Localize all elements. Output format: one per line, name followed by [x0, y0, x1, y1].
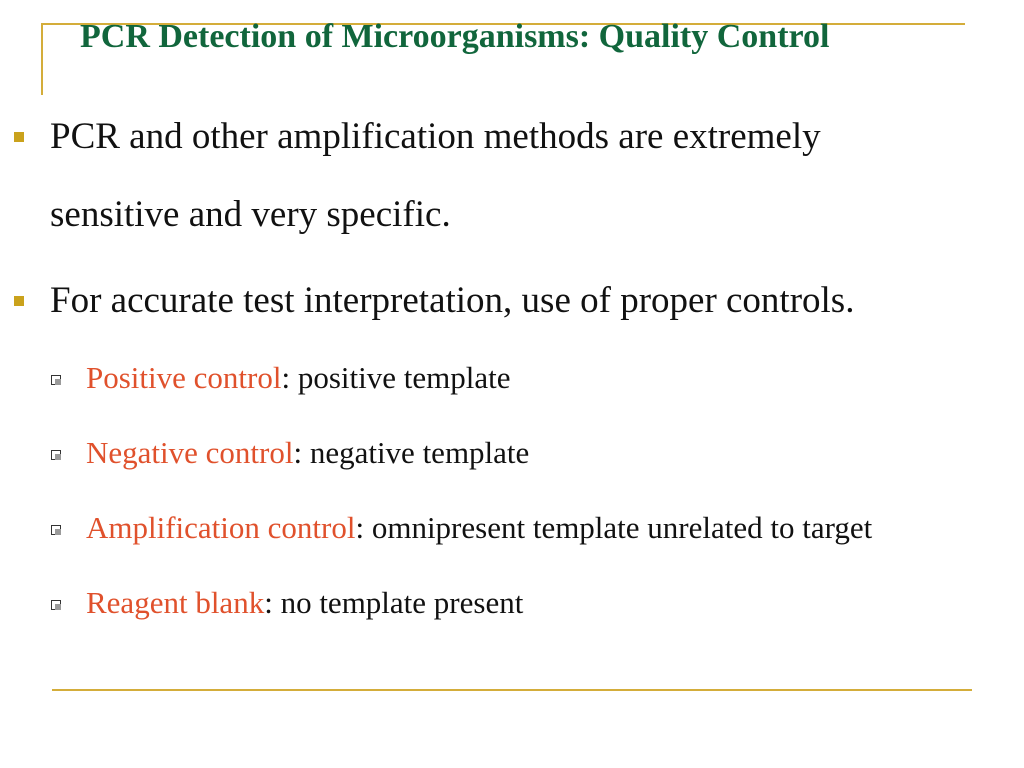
sub-bullet-term: Positive control	[86, 360, 282, 395]
sub-bullet-positive-control	[86, 360, 510, 396]
sub-bullet-negative-control	[86, 435, 529, 471]
bottom-divider-line	[52, 689, 972, 691]
bullet-2-line-1: For accurate test interpretation, use of proper controls.	[50, 280, 855, 321]
sub-bullet-description: : negative template	[293, 435, 530, 470]
hollow-box-bullet-icon	[51, 525, 61, 535]
bullet-1-line-1: PCR and other amplification methods are extremely	[50, 116, 821, 157]
hollow-box-bullet-icon	[51, 375, 61, 385]
sub-bullet-reagent-blank	[86, 585, 523, 621]
sub-bullet-term: Reagent blank	[86, 585, 265, 620]
sub-bullet-amplification-control	[86, 510, 872, 546]
title-frame-left-line	[41, 23, 43, 95]
filled-square-bullet-icon	[14, 132, 24, 142]
sub-bullet-term: Amplification control	[86, 510, 356, 545]
bullet-1-line-2: sensitive and very specific.	[50, 194, 451, 235]
sub-bullet-term: Negative control	[86, 435, 294, 470]
hollow-box-bullet-icon	[51, 600, 61, 610]
hollow-box-bullet-icon	[51, 450, 61, 460]
sub-bullet-description: : no template present	[264, 585, 524, 620]
slide-title: PCR Detection of Microorganisms: Quality Control	[80, 18, 830, 55]
sub-bullet-description: : omnipresent template unrelated to target	[355, 510, 873, 545]
sub-bullet-description: : positive template	[281, 360, 511, 395]
filled-square-bullet-icon	[14, 296, 24, 306]
